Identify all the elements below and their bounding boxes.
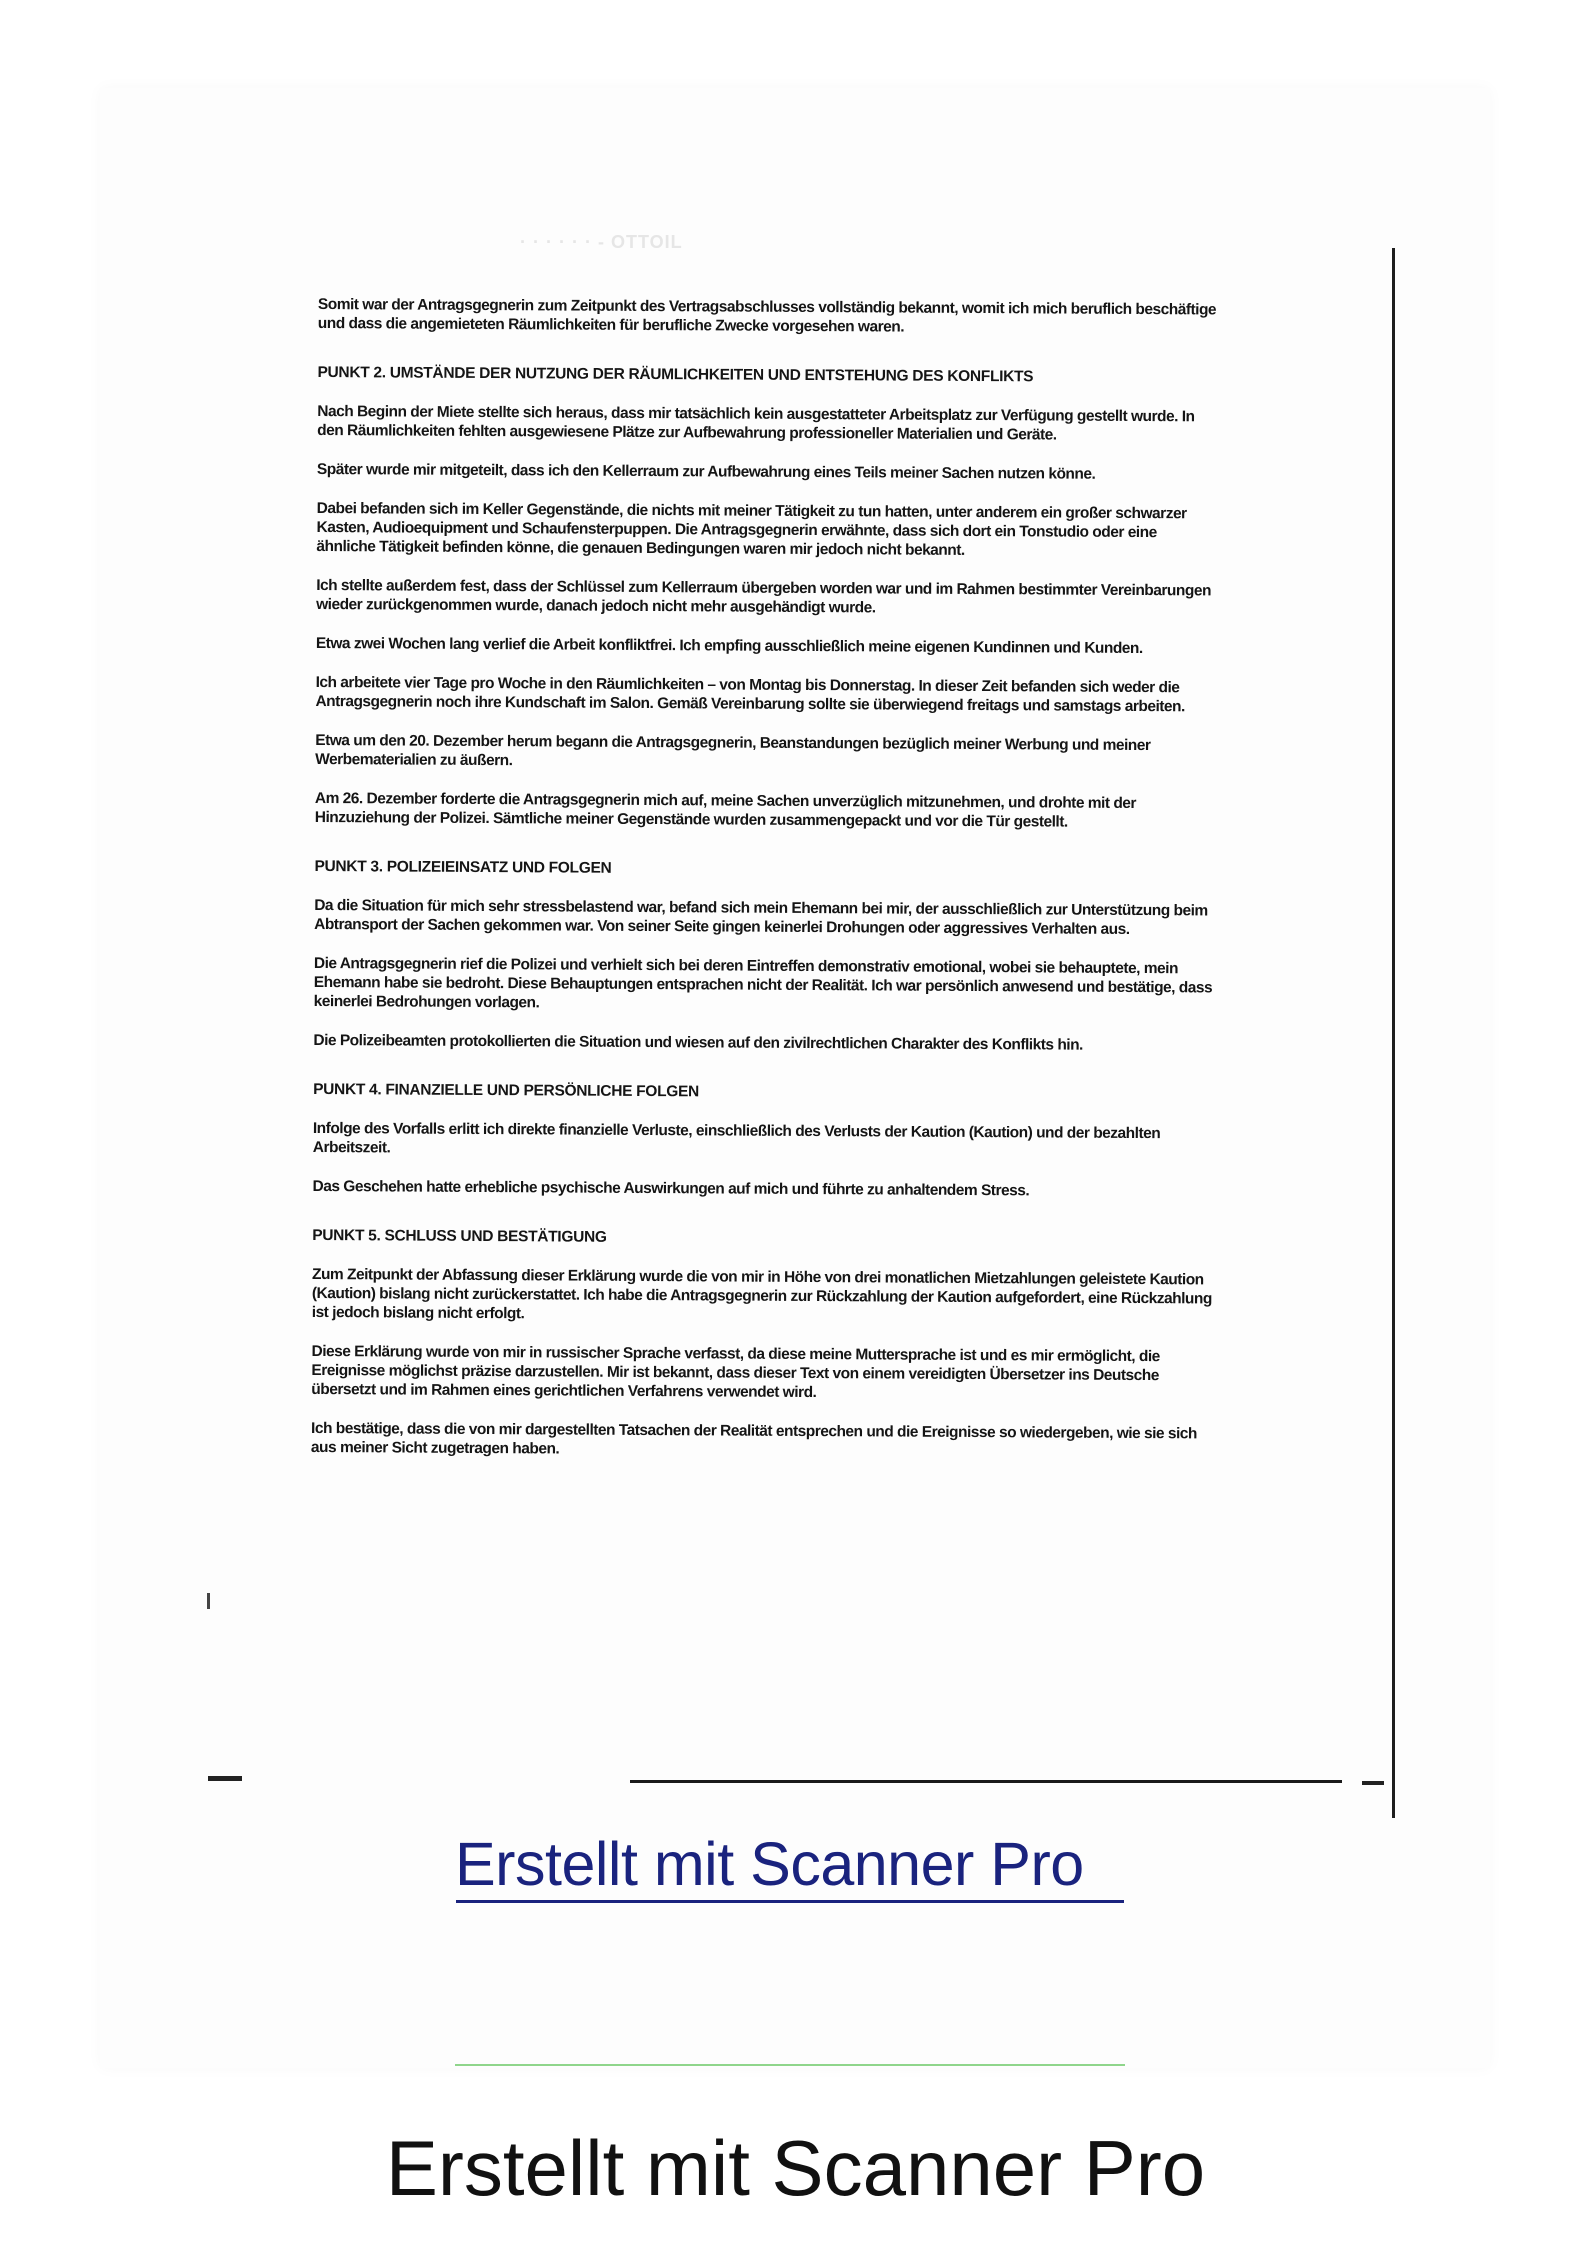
intro-paragraph: Somit war der Antragsgegnerin zum Zeitpunkt des Vertragsabschlusses vollständig bekannt, womit ich mich beruflich beschäftige und dass die angemieteten Räumlichkeiten für berufliche Zwecke vorgesehen waren. (317, 295, 1217, 336)
section-2-paragraph: Ich arbeitete vier Tage pro Woche in den Räumlichkeiten – von Montag bis Donnerstag. In dieser Zeit befanden sich weder die Antragsgegnerin noch ihre Kundschaft im Salon. Gemäß Vereinbarung sollte sie überwiegend freitags und samstags arbeiten. (315, 673, 1185, 716)
section-2-paragraph: Ich stellte außerdem fest, dass der Schlüssel zum Kellerraum übergeben worden war und im Rahmen bestimmter Vereinbarungen wieder zurückgenommen wurde, danach jedoch nicht mehr ausgehändigt wurde. (316, 576, 1212, 617)
section-4-heading: PUNKT 4. FINANZIELLE UND PERSÖNLICHE FOLGEN (313, 1080, 700, 1101)
section-2-paragraph: Etwa um den 20. Dezember herum begann die Antragsgegnerin, Beanstandungen bezüglich meiner Werbung und meiner Werbematerialien zu äußern. (315, 731, 1151, 770)
scan-dash-left (208, 1776, 242, 1781)
section-5-paragraph: Ich bestätige, dass die von mir dargestellten Tatsachen der Realität entsprechen und die Ereignisse so wiedergeben, wie sie sich aus meiner Sicht zugetragen haben. (310, 1419, 1197, 1458)
section-5-paragraph: Zum Zeitpunkt der Abfassung dieser Erklärung wurde die von mir in Höhe von drei monatlichen Mietzahlungen geleistete Kaution (Kaution) bislang nicht zurückerstattet. Ich habe die Antragsgegnerin zur Rückzahlung der Kaution aufgefordert, eine Rückzahlung ist jedoch bislang nicht erfolgt. (311, 1265, 1212, 1323)
scan-left-mark (207, 1593, 210, 1609)
section-4-paragraph: Infolge des Vorfalls erlitt ich direkte finanzielle Verluste, einschließlich des Verlusts der Kaution (Kaution) und der bezahlten Arbeitszeit. (312, 1119, 1161, 1157)
section-5-heading: PUNKT 5. SCHLUSS UND BESTÄTIGUNG (312, 1226, 607, 1246)
footer-watermark: Erstellt mit Scanner Pro (385, 2124, 1206, 2212)
section-3-paragraph: Da die Situation für mich sehr stressbelastend war, befand sich mein Ehemann bei mir, der ausschließlich zur Unterstützung beim Abtransport der Sachen gekommen war. Von seiner Seite gingen keinerlei Drohungen oder aggressives Verhalten aus. (314, 896, 1208, 938)
section-5-paragraph: Diese Erklärung wurde von mir in russischer Sprache verfasst, da diese meine Muttersprache ist und es mir ermöglicht, die Ereignisse möglichst präzise darzustellen. Mir ist bekannt, dass dieser Text von einem vereidigten Übersetzer ins Deutsche übersetzt und im Rahmen eines gerichtlichen Verfahrens verwendet wird. (311, 1342, 1160, 1402)
scan-edge-line (1392, 248, 1395, 1818)
section-2-paragraph: Nach Beginn der Miete stellte sich heraus, dass mir tatsächlich kein ausgestatteter Arbeitsplatz zur Verfügung gestellt wurde. In den Räumlichkeiten fehlten ausgewiesene Plätze zur Aufbewahrung professioneller Materialien und Geräte. (317, 402, 1195, 444)
section-2-paragraph: Am 26. Dezember forderte die Antragsgegnerin mich auf, meine Sachen unverzüglich mitzunehmen, und drohte mit der Hinzuziehung der Polizei. Sämtliche meiner Gegenstände wurden zusammengepackt und vor die Tür gestellt. (314, 789, 1137, 831)
document-body (311, 295, 1218, 1482)
page-bottom-rule (630, 1780, 1342, 1783)
section-3-paragraph: Die Polizeibeamten protokollierten die Situation und wiesen auf den zivilrechtlichen Charakter des Konflikts hin. (313, 1031, 1083, 1054)
section-4-paragraph: Das Geschehen hatte erhebliche psychische Auswirkungen auf mich und führte zu anhaltendem Stress. (312, 1177, 1030, 1200)
faint-page-header: · · · · · · - OTTOIL (520, 232, 683, 252)
section-2-paragraph: Später wurde mir mitgeteilt, dass ich den Kellerraum zur Aufbewahrung eines Teils meiner Sachen nutzen könne. (316, 460, 1096, 483)
section-2-paragraph: Dabei befanden sich im Keller Gegenstände, die nichts mit meiner Tätigkeit zu tun hatten, unter anderem ein großer schwarzer Kasten, Audioequipment und Schaufensterpuppen. Die Antragsgegnerin erwähnte, dass sich dort ein Tonstudio oder eine ähnliche Tätigkeit befinden könne, die genauen Bedingungen waren mir jedoch nicht bekannt. (316, 499, 1187, 559)
section-3-paragraph: Die Antragsgegnerin rief die Polizei und verhielt sich bei deren Eintreffen demonstrativ emotional, wobei sie behauptete, mein Ehemann habe sie bedroht. Diese Behauptungen entsprachen nicht der Realität. Ich war persönlich anwesend und bestätige, dass keinerlei Bedrohungen vorlagen. (313, 954, 1213, 1012)
watermark-underline (456, 1900, 1124, 1903)
section-3-heading: PUNKT 3. POLIZEIEINSATZ UND FOLGEN (314, 857, 612, 877)
scan-dash-right (1362, 1781, 1384, 1785)
green-separator (455, 2064, 1125, 2066)
section-2-paragraph: Etwa zwei Wochen lang verlief die Arbeit konfliktfrei. Ich empfing ausschließlich meine eigenen Kundinnen und Kunden. (315, 634, 1143, 658)
scanner-watermark-link[interactable]: Erstellt mit Scanner Pro (455, 1830, 1084, 1898)
section-2-heading: PUNKT 2. UMSTÄNDE DER NUTZUNG DER RÄUMLICHKEITEN UND ENTSTEHUNG DES KONFLIKTS (317, 363, 1034, 386)
